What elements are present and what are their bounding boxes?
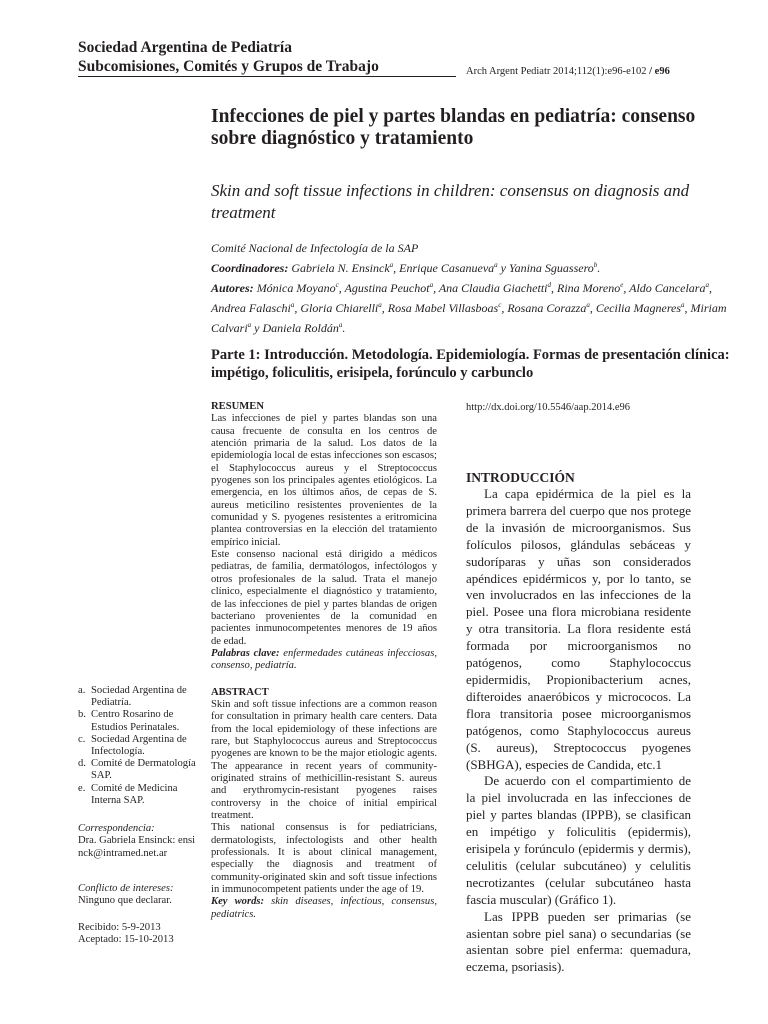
authors-label: Autores: xyxy=(211,281,254,295)
society-subtitle: Subcomisiones, Comités y Grupos de Trabajo xyxy=(78,58,379,75)
coordinators-line xyxy=(211,257,731,277)
committee: Comité Nacional de Infectología de la SAP xyxy=(211,241,419,255)
affiliation-item: c. Sociedad Argentina de Infectología. xyxy=(78,733,187,758)
affiliation-item: a. Sociedad Argentina de Pediatría. xyxy=(78,685,187,709)
resumen-paragraph-2: Este consenso nacional está dirigido a médicos pediatras, de familia, dermatólogos, infectólogos y otros profesionales de la salud. Trata el manejo clínico, especialmente el diagnóstico y tratamiento, de las infecciones de piel y partes blandas de origen bacteriano provenientes de la comunidad en pacientes inmunocompetentes menores de 19 años de edad. xyxy=(211,549,437,647)
journal-citation xyxy=(466,66,670,77)
abstract-keywords-text: skin diseases, infectious, consensus, pediatrics. xyxy=(211,896,437,920)
intro-paragraph-3: Las IPPB pueden ser primarias (se asientan sobre piel sana) o secundarias (se asientan sobre piel enferma: quemadura, eczema, psoriasis). xyxy=(466,908,691,975)
correspondence-text: Dra. Gabriela Ensinck: ensinck@intramed.net.ar xyxy=(78,835,196,859)
authors-line xyxy=(211,277,731,337)
resumen-keywords-label: Palabras clave: xyxy=(211,647,280,659)
correspondence xyxy=(78,823,198,860)
doi-link[interactable]: http://dx.doi.org/10.5546/aap.2014.e96 xyxy=(466,402,631,413)
society-name: Sociedad Argentina de Pediatría xyxy=(78,39,292,56)
page-label: / e96 xyxy=(649,66,670,77)
introduccion-body xyxy=(466,486,691,976)
accepted-date: Aceptado: 15-10-2013 xyxy=(78,934,174,946)
conflict-text: Ninguno que declarar. xyxy=(78,895,172,907)
abstract-heading: ABSTRACT xyxy=(211,686,269,698)
affiliation-item: e. Comité de Medicina Interna SAP. xyxy=(78,782,178,806)
society-header xyxy=(78,38,379,76)
conflict-label: Conflicto de intereses: xyxy=(78,883,174,894)
correspondence-label: Correspondencia: xyxy=(78,823,155,834)
abstract-column xyxy=(211,401,437,921)
introduccion-heading: INTRODUCCIÓN xyxy=(466,470,575,485)
resumen-heading: RESUMEN xyxy=(211,401,264,412)
article-title: Infecciones de piel y partes blandas en pediatría: consenso sobre diagnóstico y tratamiento xyxy=(211,106,696,149)
abstract-keywords-label: Key words: xyxy=(211,896,265,908)
resumen-paragraph-1: Las infecciones de piel y partes blandas son una causa frecuente de consulta en los centros de atención primaria de la salud. Los datos de la epidemiología local de estas infecciones son escasos; el Staphylococcus aureus y el Streptococcus pyogenes son los principales agentes etiológicos. La emergencia, en los últimos años, de cepas de S. aureus meticilino resistentes provenientes de la comunidad y S. pyogenes resistentes a eritromicina plantea controversias en la elección del tratamiento empírico inicial. xyxy=(211,413,437,548)
abstract-paragraph-2: This national consensus is for pediatricians, dermatologists, infectologists and other health professionals. It is about clinical management, especially the diagnosis and treatment of community-originated skin and soft tissue infections in immunocompetent patients under the age of 19. xyxy=(211,822,437,896)
abstract-keywords xyxy=(211,896,437,921)
received-date: Recibido: 5-9-2013 xyxy=(78,922,161,933)
article-title-en: Skin and soft tissue infections in children: consensus on diagnosis and treatment xyxy=(211,181,690,222)
affiliation-item: b. Centro Rosarino de Estudios Perinatales. xyxy=(78,709,180,733)
citation-text: Arch Argent Pediatr 2014;112(1):e96-e102 xyxy=(466,66,647,77)
part-heading: Parte 1: Introducción. Metodología. Epidemiología. Formas de presentación clínica: impétigo, foliculitis, erisipela, forúnculo y carbunclo xyxy=(211,347,730,381)
abstract-paragraph-1: Skin and soft tissue infections are a common reason for consultation in primary health care centers. Data from the local epidemiology of these infections are rare, but Staphylococcus aureus and Streptococcus pyogenes are known to be the major etiologic agents. The appearance in recent years of community-originated strains of methicillin-resistant S. aureus and erythromycin-resistant pyogenes raises controversy in the choice of initial empirical treatment. xyxy=(211,698,437,821)
coordinators-label: Coordinadores: xyxy=(211,261,289,275)
conflict-of-interest xyxy=(78,883,198,908)
resumen-keywords xyxy=(211,648,437,673)
intro-paragraph-1: La capa epidérmica de la piel es la primera barrera del cuerpo que nos protege de la invasión de microorganismos. Sus folículos pilosos, glándulas sebáceas y sudoríparas y uñas son considerados apéndices epidérmicos y, por lo tanto, se ven involucrados en las infecciones de la piel. Posee una flora microbiana residente y otra transitoria. La flora residente está formada por microorganismos no patógenos, como Staphylococcus epidermidis, Propionibacterium acnes, difteroides anaeróbicos y micrococos. La flora transitoria posee microorganismos patógenos, como Staphylococcus aureus (S. aureus), Streptococcus pyogenes (SBHGA), especies de Candida, etc.1 xyxy=(466,486,691,772)
intro-paragraph-2: De acuerdo con el compartimiento de la piel involucrada en las infecciones de piel y partes blandas (IPPB), se clasifican en impétigo y foliculitis (epidermis), erisipela y forúnculo (epidermis y dermis), celulitis (celular subcutáneo) y celulitis necrotizantes (celular subcutáneo hasta fascia muscular) (Gráfico 1). xyxy=(466,773,691,907)
affiliations xyxy=(78,685,198,807)
coordinators: Gabriela N. Ensinck$^a$, Enrique Casanueva$^a$ y Yanina Sguassero$^b$. xyxy=(291,261,601,275)
dates xyxy=(78,922,198,947)
authors: Mónica Moyano$^c$, Agustina Peuchot$^a$, Ana Claudia Giachetti$^d$, Rina Moreno$^e$, Aldo Cancelara$^a$, Andrea Falaschi$^a$, Gloria Chiarelli$^a$, Rosa Mabel Villasboas$^c$, Rosana Corazza$^a$, Cecilia Magneres$^a$, Miriam Calvari$^a$ y Daniela Roldán$^a$. xyxy=(211,281,727,335)
affiliation-item: d. Comité de Dermatología SAP. xyxy=(78,758,196,782)
header-rule xyxy=(78,76,456,77)
resumen-keywords-text: enfermedades cutáneas infecciosas, consenso, pediatría. xyxy=(211,647,437,672)
author-block xyxy=(211,240,731,337)
